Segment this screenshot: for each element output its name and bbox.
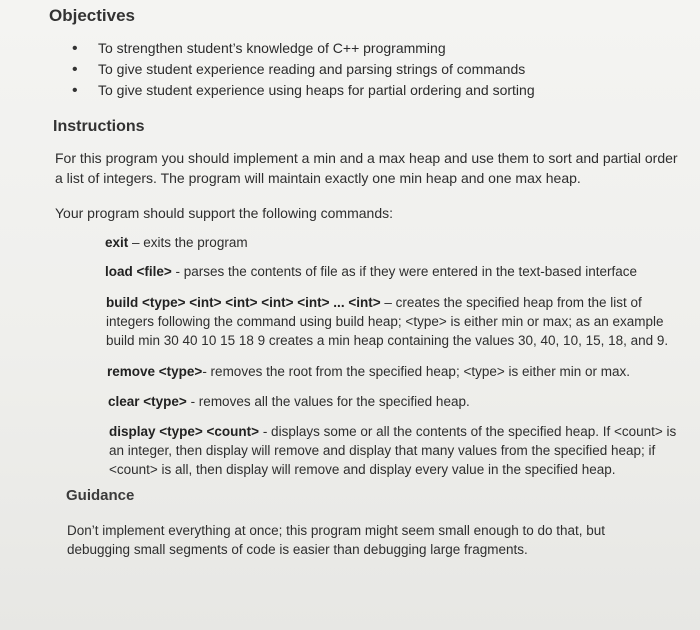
command-remove — [107, 362, 687, 381]
command-display — [109, 422, 679, 479]
guidance-heading: Guidance — [66, 487, 135, 504]
commands-intro: Your program should support the following commands: — [55, 205, 394, 221]
command-exit — [105, 233, 685, 252]
command-description: - parses the contents of file as if they were entered in the text-based interface — [171, 264, 638, 279]
command-load — [105, 262, 685, 281]
instructions-heading: Instructions — [53, 118, 145, 135]
command-description: - removes all the values for the specified heap. — [186, 394, 470, 409]
guidance-text: Don’t implement everything at once; this program might seem small enough to do that, but debugging small segments of code is easier than debugging large fragments. — [67, 523, 606, 557]
command-description: – exits the program — [128, 235, 248, 250]
objectives-heading: Objectives — [49, 6, 135, 25]
command-name: clear <type> — [108, 394, 187, 409]
command-build — [106, 293, 686, 350]
command-description: - displays some or all the contents of the specified heap. If <count> is an integer, then display will remove and display that many values from the specified heap; if <count> is all, then display will remove and display every value in the specified heap. — [109, 424, 677, 477]
command-clear — [108, 392, 688, 411]
list-item: • To give student experience using heaps for partial ordering and sorting — [72, 80, 535, 101]
instructions-intro: For this program you should implement a min and a max heap and use them to sort and partial order a list of integers. The program will maintain exactly one min heap and one max heap. — [55, 150, 678, 186]
objectives-list — [72, 38, 535, 101]
command-name: load <file> — [105, 264, 172, 279]
command-name: display <type> <count> — [109, 424, 260, 439]
command-name: build <type> <int> <int> <int> <int> ... <int> — [106, 295, 381, 310]
command-description: - removes the root from the specified heap; <type> is either min or max. — [202, 364, 631, 379]
list-item: • To strengthen student’s knowledge of C++ programming — [72, 38, 535, 59]
command-name: exit — [105, 235, 129, 250]
list-item: • To give student experience reading and parsing strings of commands — [72, 59, 535, 80]
command-description: – creates the specified heap from the list of integers following the command using build heap; <type> is either min or max; as an example build min 30 40 10 15 18 9 creates a min heap containing the values 30, 40, 10, 15, 18, and 9. — [106, 295, 669, 348]
command-name: remove <type> — [107, 364, 203, 379]
